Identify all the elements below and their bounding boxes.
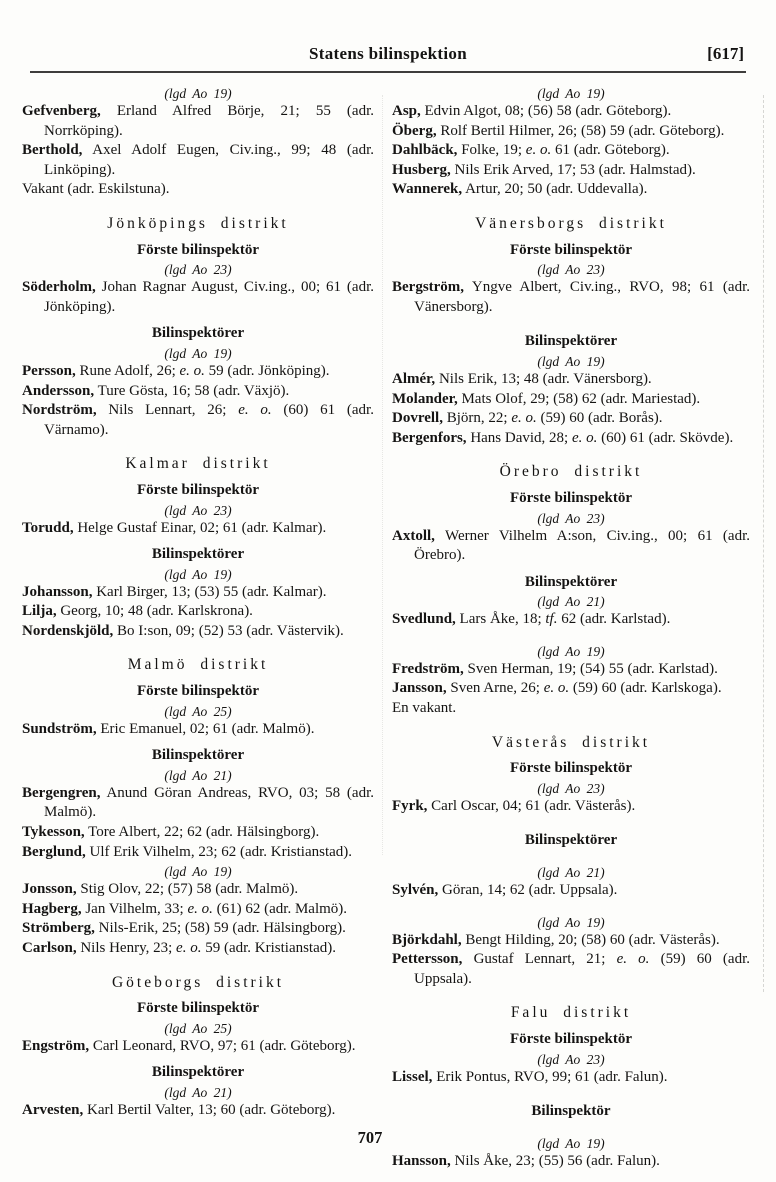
district-heading: Vänersborgs distrikt xyxy=(475,214,667,232)
person-name: Wannerek, xyxy=(392,181,463,198)
person-entry xyxy=(392,660,750,680)
person-entry xyxy=(392,370,750,390)
person-name: Öberg, xyxy=(392,122,437,139)
person-name: Husberg, xyxy=(392,161,451,178)
person-name: Johansson, xyxy=(22,583,93,600)
person-entry xyxy=(22,900,374,920)
entry-text: Rolf Bertil Hilmer, 26; (58) 59 (adr. Göteborg). xyxy=(436,122,725,139)
person-entry xyxy=(392,1152,750,1172)
person-name: Persson, xyxy=(22,362,76,379)
position-heading: Förste bilinspektör xyxy=(509,489,633,506)
position-heading: Bilinspektörer xyxy=(524,832,618,849)
person-name: Carlson, xyxy=(22,940,77,956)
person-entry xyxy=(22,362,374,382)
person-entry xyxy=(392,1068,750,1088)
person-entry xyxy=(392,950,750,989)
entry-text: Erland Alfred Börje, 21; 55 (adr. Norrköping). xyxy=(44,103,374,139)
vacancy-note: Vakant (adr. Eskilstuna). xyxy=(22,181,170,198)
entry-text: Nils Lennart, 26; xyxy=(96,402,239,419)
district-heading: Malmö distrikt xyxy=(127,656,269,674)
entry-text: (59) 60 (adr. Uppsala). xyxy=(414,951,750,987)
person-name: Jonsson, xyxy=(22,881,77,898)
person-name: Engström, xyxy=(22,1037,90,1054)
entry-text: Anund Göran Andreas, RVO, 03; 58 (adr. Malmö). xyxy=(44,784,374,821)
salary-grade-label: (lgd Ao 21) xyxy=(537,865,605,881)
entry-text: Göran, 14; 62 (adr. Uppsala). xyxy=(438,882,618,899)
salary-grade-label: (lgd Ao 21) xyxy=(164,767,232,783)
person-entry xyxy=(22,784,374,823)
entry-text: Eric Emanuel, 02; 61 (adr. Malmö). xyxy=(96,720,315,737)
person-name: Sylvén, xyxy=(392,882,439,899)
person-entry xyxy=(22,622,374,642)
salary-grade-label: (lgd Ao 19) xyxy=(537,914,605,930)
district-heading: Jönköpings distrikt xyxy=(107,214,289,232)
salary-grade-label: (lgd Ao 19) xyxy=(537,353,605,369)
status-abbrev: e. o. xyxy=(238,402,272,419)
entry-text: Axel Adolf Eugen, Civ.ing., 99; 48 (adr. Linköping). xyxy=(44,142,374,178)
person-name: Pettersson, xyxy=(392,951,463,968)
entry-text: (60) 61 (adr. Skövde). xyxy=(597,429,734,446)
entry-text: Bo I:son, 09; (52) 53 (adr. Västervik). xyxy=(113,622,344,639)
position-heading: Förste bilinspektör xyxy=(509,241,633,258)
entry-text: Stig Olov, 22; (57) 58 (adr. Malmö). xyxy=(76,881,299,898)
person-entry xyxy=(22,880,374,900)
person-name: Lissel, xyxy=(392,1068,433,1085)
person-name: Hagberg, xyxy=(22,900,82,917)
entry-text: Georg, 10; 48 (adr. Karlskrona). xyxy=(56,603,253,620)
person-name: Bergengren, xyxy=(22,784,101,801)
text-columns xyxy=(22,84,750,1171)
entry-text: Nils Erik, 13; 48 (adr. Vänersborg). xyxy=(435,370,652,387)
position-heading: Bilinspektörer xyxy=(524,573,618,590)
entry-text: (60) 61 (adr. Värnamo). xyxy=(44,402,374,438)
person-name: Lilja, xyxy=(22,603,57,620)
entry-text: Yngve Albert, Civ.ing., RVO, 98; 61 (adr. Vänersborg). xyxy=(414,279,750,315)
entry-text: Artur, 20; 50 (adr. Uddevalla). xyxy=(462,181,648,198)
person-name: Bergenfors, xyxy=(392,429,467,446)
salary-grade-label: (lgd Ao 23) xyxy=(537,1051,605,1067)
person-name: Dovrell, xyxy=(392,410,443,427)
district-heading: Västerås distrikt xyxy=(491,733,651,751)
entry-text: (59) 60 (adr. Karlskoga). xyxy=(569,680,722,697)
person-name: Molander, xyxy=(392,390,458,407)
entry-text: Erik Pontus, RVO, 99; 61 (adr. Falun). xyxy=(432,1068,668,1085)
position-heading: Bilinspektör xyxy=(531,1103,611,1120)
person-entry xyxy=(22,583,374,603)
entry-text: 59 (adr. Jönköping). xyxy=(204,362,330,379)
person-entry xyxy=(392,278,750,317)
person-entry xyxy=(392,527,750,566)
page-header xyxy=(30,44,746,72)
entry-text: Hans David, 28; xyxy=(466,429,572,446)
entry-text: Sven Herman, 19; (54) 55 (adr. Karlstad). xyxy=(463,660,718,677)
person-entry xyxy=(392,429,750,449)
entry-text: Björn, 22; xyxy=(442,410,512,427)
person-name: Berthold, xyxy=(22,142,83,159)
entry-text: Gustaf Lennart, 21; xyxy=(462,951,617,968)
status-abbrev: e. o. xyxy=(176,940,202,956)
position-heading: Förste bilinspektör xyxy=(509,1031,633,1047)
page-title: Statens bilinspektion xyxy=(309,44,467,63)
position-heading: Bilinspektörer xyxy=(151,1064,245,1081)
entry-text: (61) 62 (adr. Malmö). xyxy=(212,900,348,917)
person-entry xyxy=(22,919,374,939)
position-heading: Bilinspektörer xyxy=(524,333,618,350)
entry-text: Ture Gösta, 16; 58 (adr. Växjö). xyxy=(94,382,290,399)
person-name: Fyrk, xyxy=(392,797,428,814)
status-abbrev: e. o. xyxy=(543,680,570,697)
person-entry xyxy=(22,401,374,440)
status-abbrev: e. o. xyxy=(616,951,650,968)
position-heading: Förste bilinspektör xyxy=(509,760,633,777)
salary-grade-label: (lgd Ao 19) xyxy=(537,86,605,101)
person-name: Almér, xyxy=(392,370,436,387)
entry-text: Nils Åke, 23; (55) 56 (adr. Falun). xyxy=(450,1152,660,1169)
person-name: Fredström, xyxy=(392,660,464,677)
entry-text: Edvin Algot, 08; (56) 58 (adr. Göteborg). xyxy=(420,103,672,119)
person-entry xyxy=(392,797,750,817)
page-ref: [617] xyxy=(707,44,744,63)
person-entry xyxy=(22,823,374,843)
vacancy-note: En vakant. xyxy=(392,700,457,717)
entry-text: Tore Albert, 22; 62 (adr. Hälsingborg). xyxy=(84,824,320,841)
entry-text: Ulf Erik Vilhelm, 23; 62 (adr. Kristianstad). xyxy=(85,843,353,860)
salary-grade-label: (lgd Ao 23) xyxy=(537,262,605,278)
person-name: Andersson, xyxy=(22,382,95,399)
position-heading: Förste bilinspektör xyxy=(136,683,260,700)
person-entry xyxy=(392,409,750,429)
person-entry xyxy=(392,679,750,699)
person-entry xyxy=(22,278,374,317)
entry-text: Karl Bertil Valter, 13; 60 (adr. Göteborg). xyxy=(83,1101,336,1118)
person-entry xyxy=(22,939,374,959)
person-entry xyxy=(392,102,750,122)
entry-text: Folke, 19; xyxy=(457,142,526,159)
entry-text: Lars Åke, 18; xyxy=(455,611,546,628)
person-entry xyxy=(22,1101,374,1121)
salary-grade-label: (lgd Ao 23) xyxy=(537,510,605,526)
page-number: 707 xyxy=(357,1128,383,1148)
entry-text: Nils Henry, 23; xyxy=(76,940,177,956)
person-name: Svedlund, xyxy=(392,611,456,628)
entry-text: Carl Leonard, RVO, 97; 61 (adr. Göteborg). xyxy=(89,1037,356,1054)
salary-grade-label: (lgd Ao 23) xyxy=(164,262,232,278)
header-rule xyxy=(30,71,746,73)
entry-text: Bengt Hilding, 20; (58) 60 (adr. Västerås). xyxy=(461,931,720,948)
salary-grade-label: (lgd Ao 21) xyxy=(537,594,605,610)
person-name: Hansson, xyxy=(392,1152,451,1169)
person-entry xyxy=(22,382,374,402)
person-entry xyxy=(22,141,374,180)
entry-text: Nils-Erik, 25; (58) 59 (adr. Hälsingborg). xyxy=(94,920,346,937)
person-name: Dahlbäck, xyxy=(392,142,458,159)
district-heading: Örebro distrikt xyxy=(499,463,643,481)
person-entry xyxy=(392,180,750,200)
scan-artifact-page-edge xyxy=(763,95,764,992)
person-name: Björkdahl, xyxy=(392,931,462,948)
entry-text: Carl Oscar, 04; 61 (adr. Västerås). xyxy=(427,797,636,814)
person-entry xyxy=(392,931,750,951)
entry-text: Helge Gustaf Einar, 02; 61 (adr. Kalmar). xyxy=(73,519,327,536)
entry-text: (59) 60 (adr. Borås). xyxy=(536,410,663,427)
person-name: Bergström, xyxy=(392,279,465,296)
district-heading: Falu distrikt xyxy=(510,1004,632,1022)
salary-grade-label: (lgd Ao 19) xyxy=(164,86,232,101)
right-column xyxy=(392,84,750,1171)
entry-text: Karl Birger, 13; (53) 55 (adr. Kalmar). xyxy=(92,583,327,600)
person-entry xyxy=(392,161,750,181)
entry-text: Rune Adolf, 26; xyxy=(75,362,180,379)
person-entry xyxy=(392,122,750,142)
person-entry xyxy=(392,390,750,410)
person-name: Asp, xyxy=(392,103,421,119)
status-abbrev: tf. xyxy=(545,611,558,628)
salary-grade-label: (lgd Ao 19) xyxy=(164,864,232,880)
status-abbrev: e. o. xyxy=(525,142,552,159)
position-heading: Förste bilinspektör xyxy=(136,481,260,498)
district-heading: Kalmar distrikt xyxy=(125,455,271,473)
salary-grade-label: (lgd Ao 19) xyxy=(537,1135,605,1151)
position-heading: Förste bilinspektör xyxy=(136,241,260,258)
salary-grade-label: (lgd Ao 25) xyxy=(164,703,232,719)
salary-grade-label: (lgd Ao 19) xyxy=(164,566,232,582)
salary-grade-label: (lgd Ao 19) xyxy=(164,345,232,361)
person-entry xyxy=(22,843,374,863)
person-entry xyxy=(22,102,374,141)
person-name: Axtoll, xyxy=(392,527,435,544)
person-name: Nordström, xyxy=(22,402,97,419)
person-name: Strömberg, xyxy=(22,920,95,937)
person-entry xyxy=(22,1037,374,1057)
entry-text: Sven Arne, 26; xyxy=(446,680,544,697)
person-name: Söderholm, xyxy=(22,279,96,296)
person-entry xyxy=(392,881,750,901)
status-abbrev: e. o. xyxy=(187,900,213,917)
position-heading: Bilinspektörer xyxy=(151,325,245,342)
person-entry xyxy=(22,519,374,539)
person-name: Nordenskjöld, xyxy=(22,622,114,639)
salary-grade-label: (lgd Ao 23) xyxy=(164,502,232,518)
person-name: Jansson, xyxy=(392,680,447,697)
salary-grade-label: (lgd Ao 23) xyxy=(537,780,605,796)
entry-text: Johan Ragnar August, Civ.ing., 00; 61 (adr. Jönköping). xyxy=(44,279,374,315)
person-entry xyxy=(392,610,750,630)
person-name: Berglund, xyxy=(22,843,86,860)
scan-artifact-column-divider xyxy=(382,95,383,855)
entry-text: Werner Vilhelm A:son, Civ.ing., 00; 61 (adr. Örebro). xyxy=(414,527,750,564)
status-abbrev: e. o. xyxy=(511,410,537,427)
entry-text: 59 (adr. Kristianstad). xyxy=(201,940,337,956)
entry-text: Nils Erik Arved, 17; 53 (adr. Halmstad). xyxy=(450,161,696,178)
status-abbrev: e. o. xyxy=(179,362,205,379)
person-entry xyxy=(22,602,374,622)
person-entry xyxy=(22,720,374,740)
salary-grade-label: (lgd Ao 21) xyxy=(164,1084,232,1100)
salary-grade-label: (lgd Ao 19) xyxy=(537,643,605,659)
position-heading: Bilinspektörer xyxy=(151,747,245,764)
person-name: Sundström, xyxy=(22,720,97,737)
left-column xyxy=(22,84,374,1171)
person-name: Tykesson, xyxy=(22,824,85,841)
status-abbrev: e. o. xyxy=(571,429,598,446)
position-heading: Bilinspektörer xyxy=(151,546,245,563)
person-entry xyxy=(392,141,750,161)
entry-text: Jan Vilhelm, 33; xyxy=(81,900,188,917)
entry-text: 61 (adr. Göteborg). xyxy=(551,142,670,159)
entry-text: Mats Olof, 29; (58) 62 (adr. Mariestad). xyxy=(457,390,701,407)
entry-text: 62 (adr. Karlstad). xyxy=(557,611,671,628)
district-heading: Göteborgs distrikt xyxy=(111,973,285,991)
person-name: Arvesten, xyxy=(22,1101,84,1118)
person-name: Gefvenberg, xyxy=(22,103,101,119)
salary-grade-label: (lgd Ao 25) xyxy=(164,1020,232,1036)
person-name: Torudd, xyxy=(22,519,74,536)
position-heading: Förste bilinspektör xyxy=(136,1000,260,1017)
